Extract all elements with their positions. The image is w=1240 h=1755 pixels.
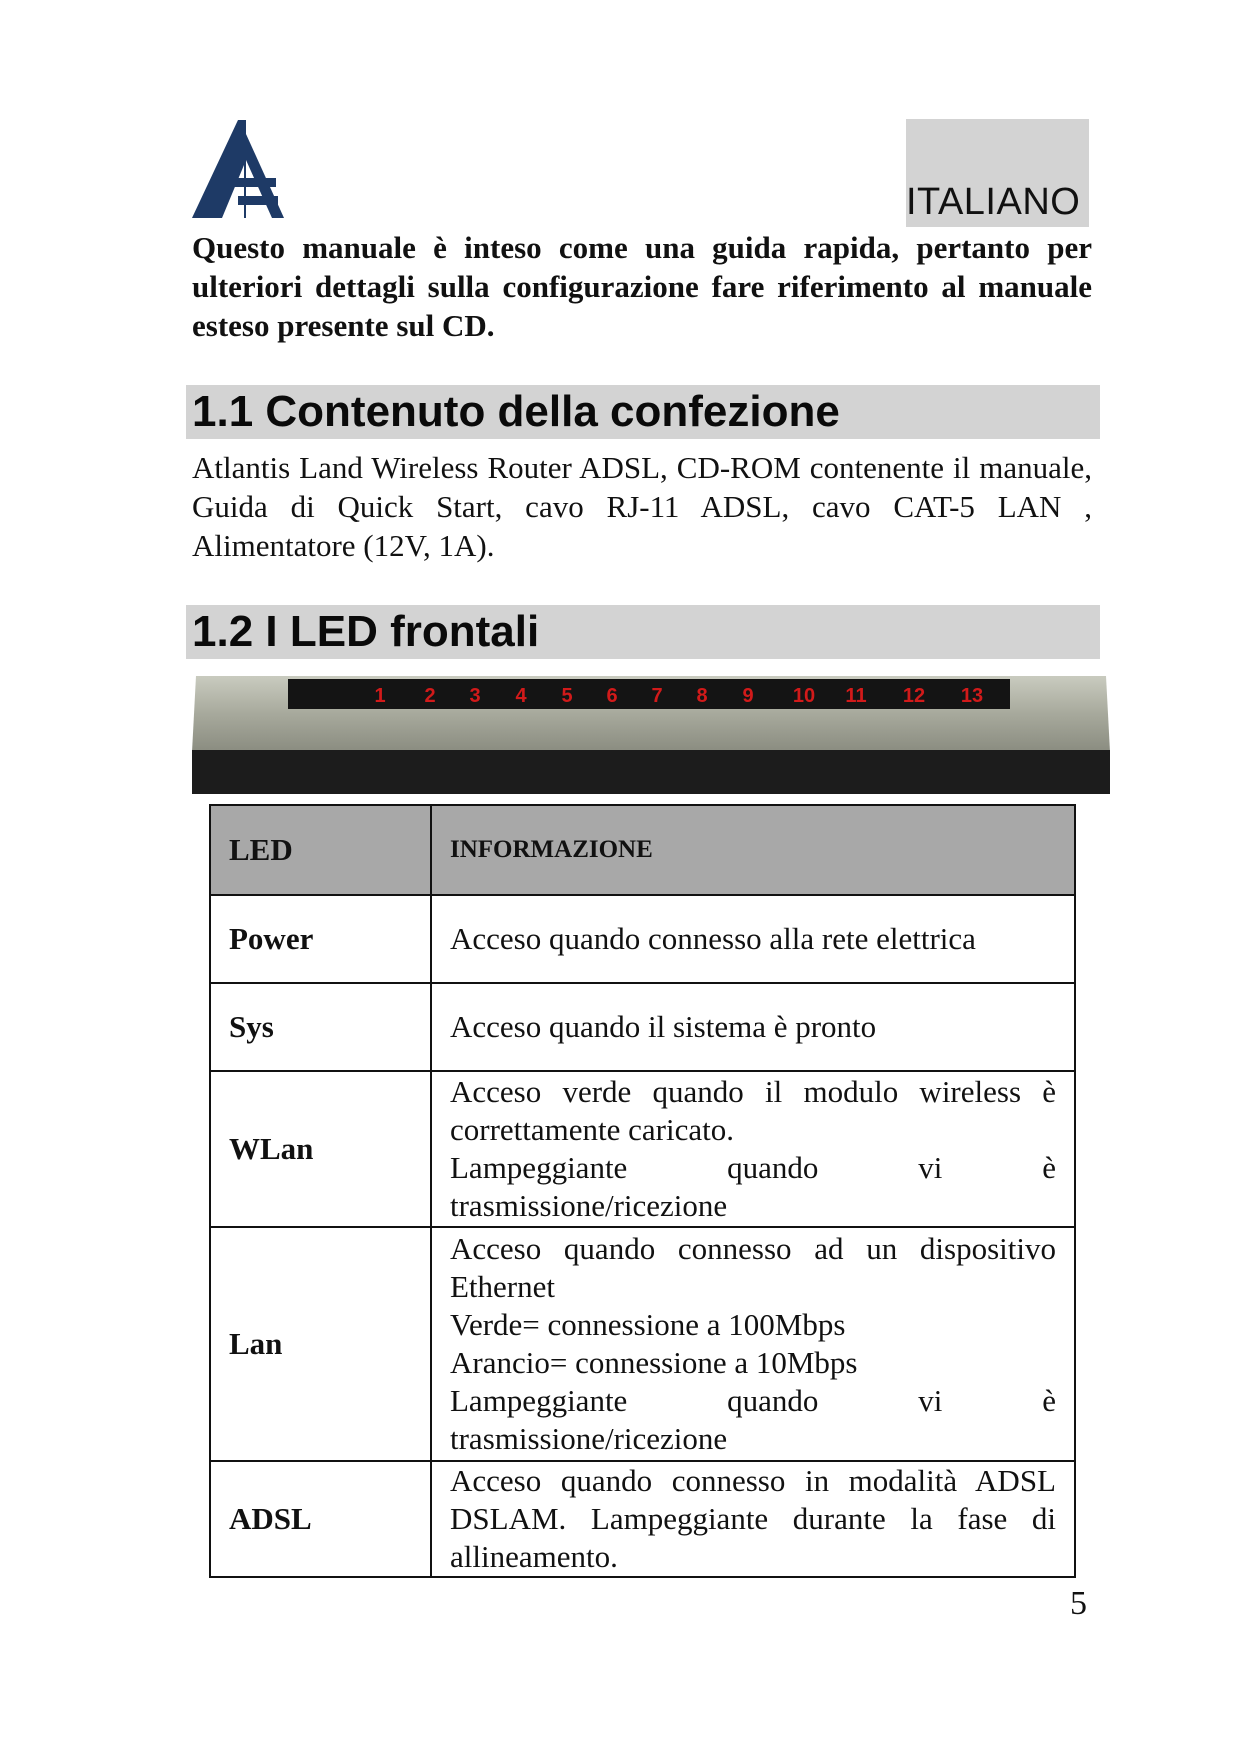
led-name-cell: ADSL xyxy=(210,1461,431,1577)
led-number-label: 11 xyxy=(845,685,867,707)
info-line: Arancio= connessione a 10Mbps xyxy=(450,1345,858,1380)
info-line: trasmissione/ricezione xyxy=(450,1421,728,1456)
section-title-contents: 1.1 Contenuto della confezione xyxy=(186,385,1100,439)
table-header-row xyxy=(210,805,1075,895)
led-number-label: 4 xyxy=(515,685,527,707)
led-info-cell xyxy=(431,895,1075,983)
led-number-label: 10 xyxy=(792,685,816,707)
info-column-header: INFORMAZIONE xyxy=(431,805,1075,895)
info-line: Acceso quando il sistema è pronto xyxy=(450,1009,877,1044)
led-info-cell xyxy=(431,1461,1075,1577)
info-line: allineamento. xyxy=(450,1539,618,1574)
info-line: Ethernet xyxy=(450,1269,556,1304)
table-row xyxy=(210,1461,1075,1577)
led-number-label: 8 xyxy=(696,685,708,707)
info-line: Acceso quando connesso ad un dispositivo xyxy=(450,1231,1056,1266)
led-column-header: LED xyxy=(210,805,431,895)
led-number-label: 6 xyxy=(606,685,618,707)
info-line: Lampeggiante quando vi è xyxy=(450,1383,1056,1418)
info-line: Lampeggiante quando vi è xyxy=(450,1150,1056,1185)
led-number-label: 1 xyxy=(374,685,386,707)
led-name-cell: WLan xyxy=(210,1071,431,1227)
led-name-cell: Power xyxy=(210,895,431,983)
led-number-label: 2 xyxy=(424,685,436,707)
led-name-cell: Lan xyxy=(210,1227,431,1461)
info-line: DSLAM. Lampeggiante durante la fase di xyxy=(450,1501,1056,1536)
atlantis-logo-icon xyxy=(192,120,284,220)
info-line: Acceso quando connesso alla rete elettrica xyxy=(450,921,976,956)
led-number-label: 12 xyxy=(902,685,926,707)
info-line: trasmissione/ricezione xyxy=(450,1188,728,1223)
info-line: Acceso verde quando il modulo wireless è xyxy=(450,1074,1056,1109)
section-title-leds: 1.2 I LED frontali xyxy=(186,605,1100,659)
router-front-panel-image xyxy=(192,676,1110,794)
page-number: 5 xyxy=(1070,1585,1087,1622)
led-info-table xyxy=(209,804,1076,1578)
led-name-cell: Sys xyxy=(210,983,431,1071)
led-info-cell xyxy=(431,1071,1075,1227)
info-line: Acceso quando connesso in modalità ADSL xyxy=(450,1463,1056,1498)
info-line: Verde= connessione a 100Mbps xyxy=(450,1307,846,1342)
info-line: correttamente caricato. xyxy=(450,1112,734,1147)
led-number-label: 5 xyxy=(561,685,573,707)
table-row xyxy=(210,1227,1075,1461)
led-number-label: 7 xyxy=(651,685,663,707)
language-label: ITALIANO xyxy=(906,181,1081,223)
table-row xyxy=(210,1071,1075,1227)
led-number-label: 13 xyxy=(960,685,984,707)
table-row xyxy=(210,895,1075,983)
led-info-cell xyxy=(431,983,1075,1071)
intro-paragraph: Questo manuale è inteso come una guida rapida, pertanto per ulteriori dettagli sulla configurazione fare riferimento al manuale esteso presente sul CD. xyxy=(192,230,1092,343)
led-info-cell xyxy=(431,1227,1075,1461)
led-number-label: 9 xyxy=(742,685,754,707)
table-row xyxy=(210,983,1075,1071)
led-number-label: 3 xyxy=(469,685,481,707)
package-contents-paragraph: Atlantis Land Wireless Router ADSL, CD-ROM contenente il manuale, Guida di Quick Start, cavo RJ-11 ADSL, cavo CAT-5 LAN , Alimentatore (12V, 1A). xyxy=(192,450,1092,563)
